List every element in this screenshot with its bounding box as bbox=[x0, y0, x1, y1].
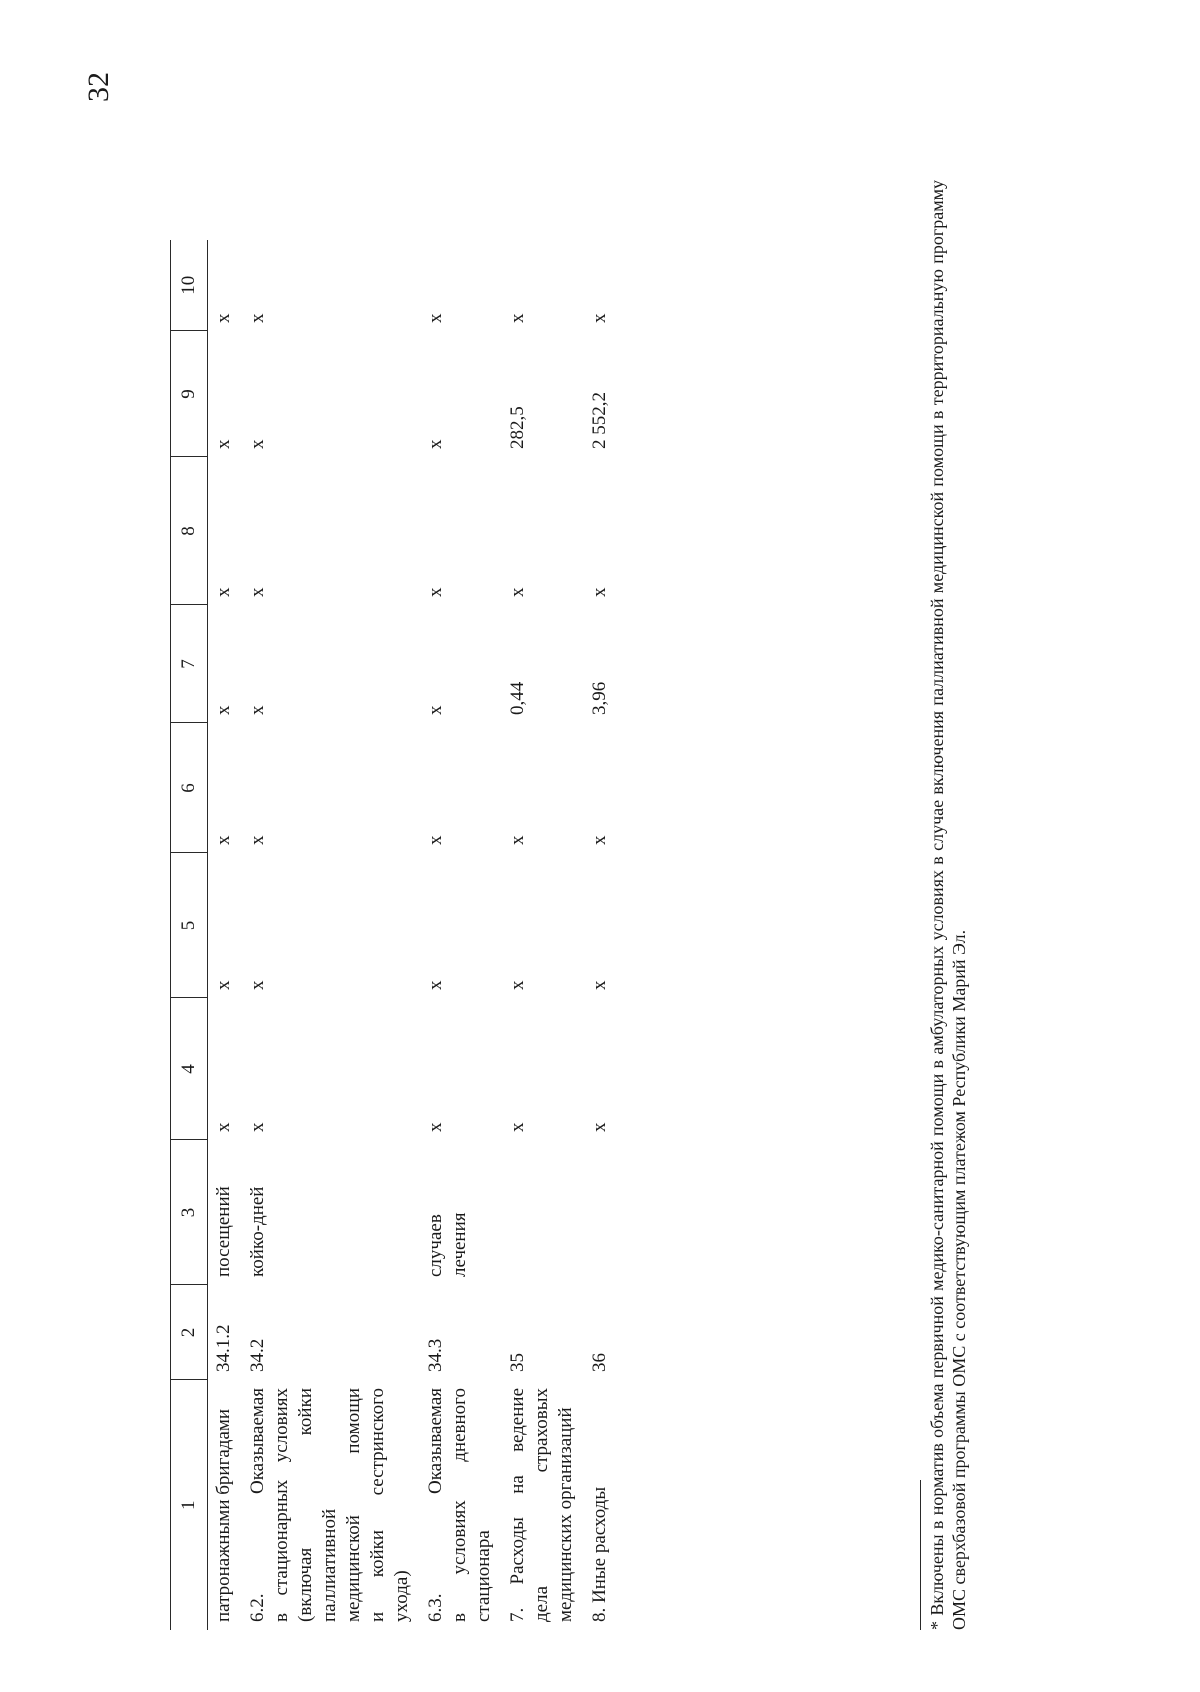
cell-col-4: х bbox=[507, 1122, 528, 1132]
row-label-line: в стационарных условиях bbox=[271, 1388, 292, 1622]
cell-col-8: х bbox=[213, 587, 234, 597]
row-label-line: паллиативной bbox=[319, 1508, 340, 1622]
cell-col-9: 282,5 bbox=[507, 406, 528, 449]
cell-col-7: 3,96 bbox=[589, 681, 610, 715]
cell-col-5: х bbox=[507, 980, 528, 990]
column-header-3: 3 bbox=[171, 1140, 208, 1285]
column-header-6: 6 bbox=[171, 723, 208, 853]
column-header-5: 5 bbox=[171, 853, 208, 998]
row-label-cell bbox=[502, 1380, 584, 1630]
row-label-cell bbox=[242, 1380, 420, 1630]
data-table bbox=[170, 240, 618, 1630]
cell-col-9: х bbox=[425, 439, 446, 449]
cell-col-4: х bbox=[247, 1122, 268, 1132]
cell-col-5: х bbox=[589, 980, 610, 990]
cell-col-8: х bbox=[425, 587, 446, 597]
cell-col-5: х bbox=[425, 980, 446, 990]
cell-col-10: х bbox=[425, 313, 446, 323]
column-header-9: 9 bbox=[171, 331, 208, 457]
cell-col-8: х bbox=[589, 587, 610, 597]
row-label-cell bbox=[584, 1380, 618, 1630]
cell-col-3: случаев лечения bbox=[425, 1212, 470, 1277]
cell-col-6: х bbox=[589, 835, 610, 845]
table-row bbox=[584, 240, 618, 1630]
cell-col-3 bbox=[584, 1140, 618, 1285]
column-header-7: 7 bbox=[171, 605, 208, 723]
cell-col-2: 35 bbox=[507, 1353, 528, 1372]
cell-col-8: х bbox=[507, 587, 528, 597]
row-label-line: 7. Расходы на ведение bbox=[507, 1388, 528, 1622]
cell-col-7: 0,44 bbox=[507, 681, 528, 715]
row-label-line: 6.2. Оказываемая bbox=[247, 1388, 268, 1622]
cell-col-2: 34.1.2 bbox=[213, 1324, 234, 1372]
cell-col-2: 34.2 bbox=[247, 1338, 268, 1372]
cell-col-6: х bbox=[507, 835, 528, 845]
cell-col-3: койко-дней bbox=[247, 1186, 268, 1277]
table-header-row bbox=[171, 240, 208, 1630]
row-label-line: (включая койки bbox=[295, 1388, 316, 1622]
footnote-divider bbox=[920, 1480, 921, 1630]
row-label-line: 8. Иные расходы bbox=[589, 1486, 610, 1622]
cell-col-4: х bbox=[213, 1122, 234, 1132]
row-label-line: ухода) bbox=[391, 1570, 412, 1622]
column-header-10: 10 bbox=[171, 240, 208, 331]
table-row bbox=[242, 240, 420, 1630]
cell-col-10: х bbox=[247, 313, 268, 323]
cell-col-2: 36 bbox=[589, 1353, 610, 1372]
cell-col-7: х bbox=[213, 705, 234, 715]
column-header-2: 2 bbox=[171, 1285, 208, 1380]
column-header-8: 8 bbox=[171, 457, 208, 605]
table-row bbox=[502, 240, 584, 1630]
table-row bbox=[208, 240, 243, 1630]
page-number: 32 bbox=[82, 72, 115, 102]
cell-col-7: х bbox=[425, 705, 446, 715]
row-label-line: 6.3. Оказываемая bbox=[425, 1388, 446, 1622]
row-label-line: стационара bbox=[473, 1530, 494, 1622]
row-label-cell bbox=[420, 1380, 502, 1630]
cell-col-4: х bbox=[589, 1122, 610, 1132]
cell-col-6: х bbox=[213, 835, 234, 845]
cell-col-3 bbox=[502, 1140, 584, 1285]
cell-col-9: х bbox=[213, 439, 234, 449]
cell-col-4: х bbox=[425, 1122, 446, 1132]
row-label-line: в условиях дневного bbox=[449, 1388, 470, 1622]
cell-col-10: х bbox=[507, 313, 528, 323]
table-row bbox=[420, 240, 502, 1630]
row-label-line: и койки сестринского bbox=[367, 1388, 388, 1622]
row-label-cell bbox=[208, 1380, 243, 1630]
row-label-line: патронажными бригадами bbox=[213, 1408, 234, 1622]
cell-col-7: х bbox=[247, 705, 268, 715]
footnote: * Включены в норматив объема первичной медико-санитарной помощи в амбулаторных условиях в случае включения паллиативной медицинской помощи в территориальную программу ОМС сверхбазовой программы ОМС с соответствующим платежом Республики Марий Эл. bbox=[927, 180, 969, 1630]
column-header-4: 4 bbox=[171, 998, 208, 1140]
cell-col-9: х bbox=[247, 439, 268, 449]
cell-col-8: х bbox=[247, 587, 268, 597]
cell-col-5: х bbox=[213, 980, 234, 990]
cell-col-3: посещений bbox=[213, 1186, 234, 1277]
cell-col-6: х bbox=[425, 835, 446, 845]
cell-col-2: 34.3 bbox=[425, 1338, 446, 1372]
cell-col-6: х bbox=[247, 835, 268, 845]
cell-col-5: х bbox=[247, 980, 268, 990]
row-label-line: медицинских организаций bbox=[555, 1407, 576, 1622]
row-label-line: медицинской помощи bbox=[343, 1388, 364, 1622]
table-body bbox=[171, 240, 619, 1630]
row-label-line: дела страховых bbox=[531, 1388, 552, 1622]
cell-col-10: х bbox=[213, 313, 234, 323]
cell-col-9: 2 552,2 bbox=[589, 392, 610, 449]
rotated-page-content bbox=[170, 60, 1170, 1660]
cell-col-10: х bbox=[589, 313, 610, 323]
column-header-1: 1 bbox=[171, 1380, 208, 1630]
